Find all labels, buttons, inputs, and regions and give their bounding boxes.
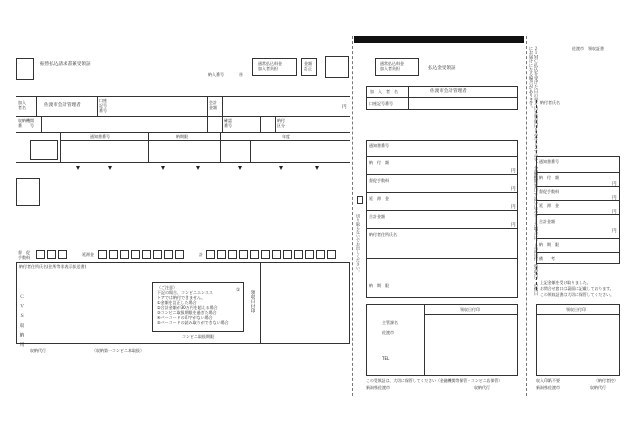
right-stamp-label: 領収日付印 — [566, 307, 586, 312]
left-confirm-label: 確認 番号 — [224, 118, 232, 128]
left-account-label: 口座 記号 番号 — [99, 98, 107, 113]
right-remarks-label: 備 考 — [539, 256, 555, 261]
left-subscriber-value: 佐渡市会計管理者 — [44, 103, 81, 108]
right-total-label: 合計金額 — [539, 219, 555, 224]
middle-stamp-text: 通常払込料金 加入者負担 — [380, 61, 404, 71]
middle-total-label: 合計金額 — [369, 214, 385, 219]
receipt-title: 払込金受領証 — [428, 66, 456, 71]
cvs-notes: （ご注意） 下記の場合、コンビニエンスス トアでは納付できません。 ①金額を訂正した場合 ②合計金額が30万円を超える場合 ③コンビニ取扱期限を過ぎた場合 ④バーコードの印字がない場合 ⑤バーコードの読み取りができない場合 — [157, 285, 229, 325]
middle-address-label: 主管課名 — [382, 320, 398, 325]
left-yen-1: 円 — [342, 105, 347, 110]
right-footer-2: （納付者控） — [594, 378, 618, 383]
middle-top-bar — [354, 36, 524, 43]
left-treasurer-label: 会計 金額 — [209, 100, 217, 110]
logo-box — [16, 58, 34, 80]
left-title: 振替払込請求書兼受領証 — [40, 62, 91, 67]
delay-label: 延滞金 — [82, 252, 94, 257]
middle-fee-label: 督促手数料 — [369, 178, 389, 183]
right-footer-3: 新潟県佐渡市 — [536, 385, 560, 390]
notice-suffix: ㊞ — [239, 72, 243, 77]
right-note-2: お問合せ窓口は裏面に記載しております。 — [540, 286, 614, 291]
left-due-label: 納付 区分 — [277, 118, 285, 128]
middle-footer-3: 収納代行 — [474, 385, 490, 390]
left-logo-2 — [16, 178, 40, 206]
cut-marker — [357, 196, 363, 204]
middle-payer-label: 納付者住所氏名 — [369, 232, 397, 237]
middle-city-label: 佐渡市 — [382, 330, 394, 335]
col-year: 年度 — [282, 134, 290, 139]
col-notice: 通知書番号 — [90, 134, 110, 139]
cut-note: 切り取らないでお出しください。 — [356, 214, 361, 274]
right-title: 佐渡市 領収証書 — [572, 46, 604, 51]
middle-subscriber-value: 佐渡市会計管理者 — [430, 89, 467, 94]
middle-notice-label: 通知書番号 — [369, 143, 389, 148]
middle-subscriber-label: 加 入 者 名 — [370, 89, 398, 94]
left-subscriber-label: 加入 者名 — [18, 100, 26, 110]
middle-stamp-label: 領収日付印 — [460, 307, 480, 312]
stamp-box-1-text: 通常払込料金 加入者負担 — [258, 61, 282, 71]
middle-footer-2: 新潟県佐渡市 — [366, 385, 390, 390]
middle-tel-label: TEL — [382, 356, 390, 361]
agent-label: 収納代行 — [30, 348, 46, 353]
left-collect-label: 収納機関 番 号 — [18, 118, 34, 128]
small-fee-label: 督 促 手数料 — [18, 250, 30, 260]
middle-footer-1: この受領証は、大切に保管してください（金融機関等保管・コンビニ店保管） — [366, 378, 503, 383]
right-note-3: この領収証書は大切に保管してください。 — [540, 292, 614, 297]
middle-amount-label: 納 付 額 — [369, 160, 389, 165]
stamp-box-2-text: 金額 訂正 — [304, 61, 312, 71]
notice-label: 納入番号 — [208, 72, 224, 77]
middle-deadline-label: 納 期 限 — [369, 283, 389, 288]
right-vertical-note: ２１ＭＣ払込を受けた日の翌々日を領収日とみなしますので、金融機関窓口で払い込みをした場合は、上記日付（領収日）の後日にお届けになる場合があります。 — [528, 46, 538, 296]
cvs-title: ＣＶＳ収納用 — [19, 294, 24, 352]
payer-label: 納付者住所氏名(住所等非表示拡送書) — [19, 264, 87, 269]
right-notice-label: 通知書番号 — [539, 159, 559, 164]
right-deadline-label: 納 期 限 — [539, 242, 559, 247]
right-note-1: 上記金額を受け取りました。 — [540, 280, 591, 285]
right-footer-4: 収納代行 — [590, 385, 606, 390]
col-due: 納期限 — [176, 134, 188, 139]
middle-delay-label: 延 滞 金 — [369, 196, 389, 201]
right-footer-1: 収入印紙不要 — [536, 378, 560, 383]
right-amount-label: 納 付 額 — [539, 175, 559, 180]
right-subscriber-label: 納付者氏名 — [540, 100, 560, 105]
left-small-box — [30, 140, 58, 160]
cvs-badge: ① — [236, 288, 241, 293]
middle-account-label: 口座記号番号 — [369, 101, 393, 106]
right-delay-label: 延 滞 金 — [539, 203, 559, 208]
collection-side: 領収日付印 — [250, 290, 255, 313]
right-fee-label: 督促手数料 — [539, 189, 559, 194]
total-label: 計 — [199, 252, 203, 257]
amount-stamp-box — [325, 56, 349, 78]
agent-note: （収納第一コンビニ本取扱） — [92, 348, 144, 353]
cvs-deadline: コンビニ取扱期限 — [182, 334, 214, 339]
